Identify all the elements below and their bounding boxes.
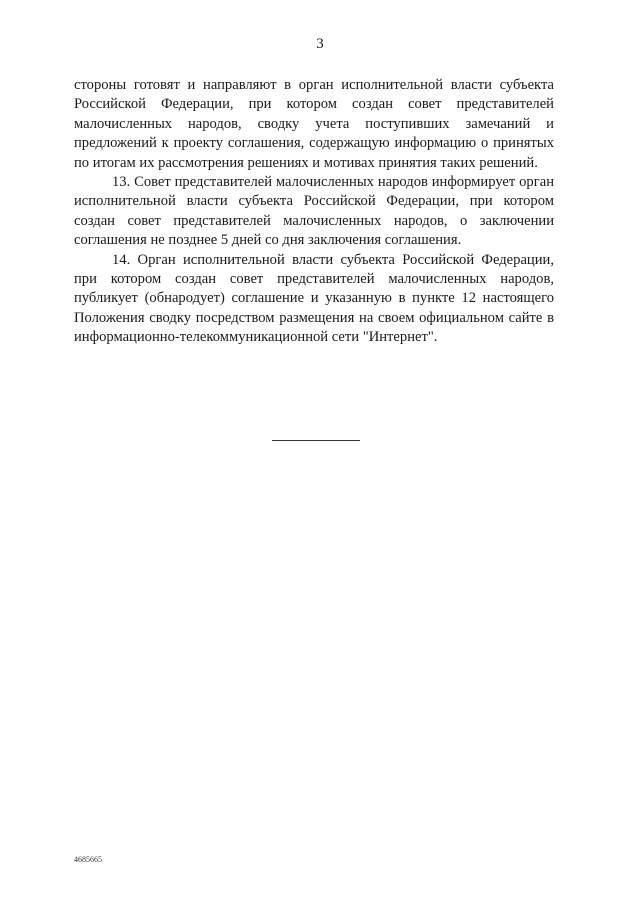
paragraph-14: 14. Орган исполнительной власти субъекта Российской Федерации, при котором создан совет представителей малочисленных народов, публикует (обнародует) соглашение и указанную в пункте 12 настоящего Положения сводку посредством размещения на своем официальном сайте в информационно-телекоммуникационной сети "Интернет".: [74, 251, 554, 346]
paragraph-continuation: стороны готовят и направляют в орган исполнительной власти субъекта Российской Федерации, при котором создан совет представителей малочисленных народов, сводку учета поступивших замечаний и предложений к проекту соглашения, содержащую информацию о принятых по итогам их рассмотрения решениях и мотивах принятия таких решений.: [74, 77, 554, 171]
end-of-text-divider: [272, 440, 360, 441]
page-number: 3: [316, 36, 324, 52]
paragraph-13: 13. Совет представителей малочисленных народов информирует орган исполнительной власти субъекта Российской Федерации, при котором создан совет представителей малочисленных народов, о заключении соглашения не позднее 5 дней со дня заключения соглашения.: [74, 174, 554, 249]
document-body: [74, 76, 554, 348]
document-code: 4685665: [74, 855, 102, 864]
